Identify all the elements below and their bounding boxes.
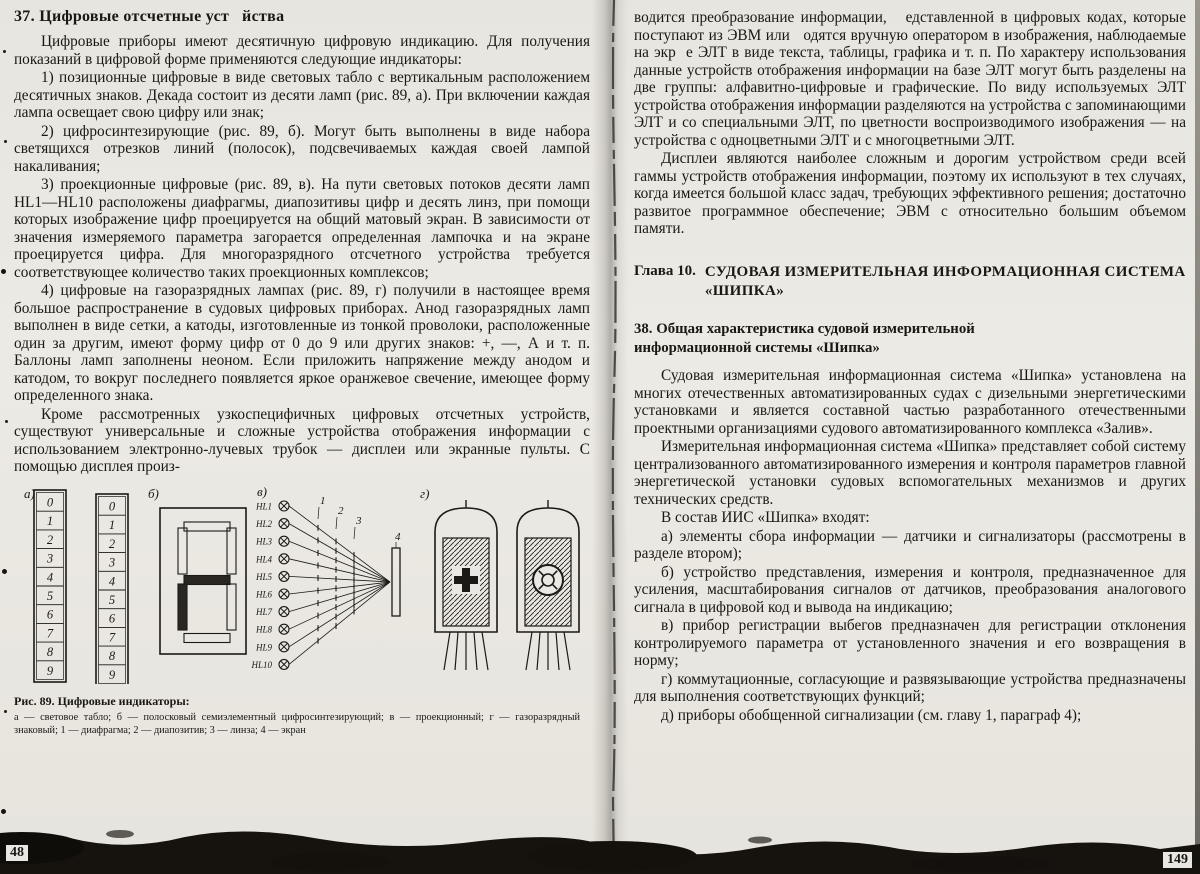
tablo-digit: 1 xyxy=(46,513,54,528)
lamp-label: HL3 xyxy=(255,536,272,547)
figure-caption-detail: а — световое табло; б — полосковый семиэлементный цифросинтезирующий; в — проекционный; г — газоразрядный знаковый; 1 — диафрагма; 2 — диапозитив; 3 — линза; 4 — экран xyxy=(14,711,580,737)
lamp-pin xyxy=(455,632,458,670)
tablo-digit: 4 xyxy=(46,569,54,584)
element-number: 3 xyxy=(356,514,362,527)
chapter-title: СУДОВАЯ ИЗМЕРИТЕЛЬНАЯ ИНФОРМАЦИОННАЯ СИСТЕМА «ШИПКА» xyxy=(704,263,1186,299)
chapter-heading xyxy=(634,263,1186,301)
right-page-text xyxy=(634,367,1186,724)
tablo-digit: 5 xyxy=(46,588,54,603)
lamp-pin xyxy=(564,632,570,670)
tablo-digit: 4 xyxy=(108,573,116,588)
tablo-digit: 7 xyxy=(108,629,116,644)
tablo-digit: 7 xyxy=(46,625,54,640)
tablo-digit: 1 xyxy=(108,517,116,532)
left-page-text xyxy=(14,33,590,476)
paragraph: г) коммутационные, согласующие и развязывающие устройства предназначены для выполнения соответствующих функций; xyxy=(634,670,1186,706)
figure-part-label: г) xyxy=(420,485,430,501)
figure-part-label: б) xyxy=(148,485,159,501)
segment xyxy=(184,633,230,642)
lamp-pin xyxy=(537,632,540,670)
scan-bottom-edge xyxy=(0,822,1200,874)
element-number: 1 xyxy=(320,494,326,507)
lamp-label: HL7 xyxy=(255,606,272,617)
tablo-digit: 0 xyxy=(46,495,54,509)
paragraph: Измерительная информационная система «Шипка» представляет собой систему централизованного автоматизированного измерения и контроля параметров главной энергетической установки судовых вспомогательных механизмов и других технических средств. xyxy=(634,438,1186,508)
element-number: 4 xyxy=(395,530,401,543)
light-ray xyxy=(289,541,390,582)
tablo-digit: 2 xyxy=(108,536,116,551)
light-ray xyxy=(289,582,390,664)
tablo-digit: 5 xyxy=(108,592,116,607)
paragraph: в) прибор регистрации выбегов предназначен для регистрации отклонения контролируемого параметра от установленного значения и его возвращения в норму; xyxy=(634,617,1186,670)
chapter-label: Глава 10. xyxy=(634,262,696,279)
paragraph: В состав ИИС «Шипка» входят: xyxy=(661,509,870,527)
lamp-label: HL2 xyxy=(255,518,272,529)
tablo-digit: 3 xyxy=(108,555,116,570)
segment xyxy=(227,528,236,574)
digit-cathode-icon xyxy=(533,565,563,595)
paragraph: Кроме рассмотренных узкоспецифичных цифровых отсчетных устройств, существуют универсальные и сложные устройства отображения информации с использованием электронно-лучевых трубок — дисплеи или экранные пульты. С помощью дисплея произ- xyxy=(14,405,590,475)
paragraph: 2) цифросинтезирующие (рис. 89, б). Могут быть выполнены в виде набора светящихся отрезков линий (полосок), подсвечиваемых каждая своей лампой накаливания; xyxy=(14,122,590,175)
paragraph: 4) цифровые на газоразрядных лампах (рис. 89, г) получили в настоящее время большое распространение в судовых цифровых приборах. Анод газоразрядных ламп выполнен в виде сетки, а катоды, изготовленные из тонкой проволоки, расположенные один за другим, имеют форму цифр от 0 до 9 или других знаков: +, —, А и т. п. Баллоны ламп заполнены неоном. Если приложить напряжение между анодом и катодом, то вокруг последнего появляется яркое оранжевое свечение, имеющее форму определенного знака. xyxy=(14,282,590,404)
light-ray xyxy=(289,582,390,647)
figure-part-label: в) xyxy=(257,483,267,499)
page-number-right: 149 xyxy=(1163,852,1192,868)
segment xyxy=(178,584,187,630)
screen-bar xyxy=(392,548,400,616)
right-page xyxy=(612,0,1200,874)
paragraph: Дисплеи являются наиболее сложным и дорогим устройством среди всей гаммы устройств отображения информации, поэтому их используют в тех случаях, когда имеется большой класс задач, требующих эффективного решения; достаточно развитое программное обеспечение; ЭВМ с относительно большим объемом памяти. xyxy=(634,150,1186,237)
element-number: 2 xyxy=(338,504,344,517)
paragraph: а) элементы сбора информации — датчики и сигнализаторы (рассмотрены в разделе втором); xyxy=(634,527,1186,563)
tablo-digit: 3 xyxy=(46,551,54,566)
lamp-pin xyxy=(444,632,450,670)
tablo-digit: 8 xyxy=(108,648,116,663)
tablo-digit: 9 xyxy=(108,667,116,682)
light-ray xyxy=(289,576,390,582)
segment xyxy=(184,575,230,584)
light-ray xyxy=(289,582,390,594)
figure-caption-title: Рис. 89. Цифровые индикаторы: xyxy=(14,693,190,708)
light-ray xyxy=(289,582,390,612)
gas-discharge-lamp xyxy=(435,500,497,670)
segment xyxy=(178,528,187,574)
paragraph: д) приборы обобщенной сигнализации (см. главу 1, параграф 4); xyxy=(661,706,1082,724)
lamp-pin xyxy=(556,632,559,670)
lamp-label: HL10 xyxy=(251,659,272,670)
section-heading-37: 37. Цифровые отсчетные уст йства xyxy=(14,8,285,25)
lamp-pin xyxy=(482,632,488,670)
tablo-digit: 0 xyxy=(108,499,116,513)
lamp-label: HL1 xyxy=(255,501,272,511)
lamp-label: HL8 xyxy=(255,624,272,635)
paragraph: Цифровые приборы имеют десятичную цифровую индикацию. Для получения показаний в цифровой форме применяются следующие индикаторы: xyxy=(14,33,590,68)
tablo-digit: 2 xyxy=(46,532,54,547)
gas-discharge-lamp xyxy=(517,500,579,670)
light-ray xyxy=(289,582,390,629)
binding-gutter-line xyxy=(598,0,628,874)
lamp-pin xyxy=(474,632,477,670)
paragraph: 1) позиционные цифровые в виде световых табло с вертикальным расположением десятичных знаков. Декада состоит из десяти ламп (рис. 89, а). При включении каждая лампа освещает свою цифру или знак; xyxy=(14,69,590,121)
scan-right-edge xyxy=(1195,0,1200,874)
lamp-label: HL6 xyxy=(255,589,272,599)
tablo-digit: 9 xyxy=(46,663,54,678)
light-ray xyxy=(289,523,390,581)
segment xyxy=(227,584,236,630)
paragraph: 3) проекционные цифровые (рис. 89, в). На пути световых потоков десяти ламп HL1—HL10 расположены диафрагмы, диапозитивы цифр и десять линз, при помощи которых изображение цифр проецируется на общий матовый экран. В зависимости от значения измеряемого параметра загорается определенная лампочка и на экране проецируется цифра. Для многоразрядного отсчетного устройства требуется соответствующее количество таких проекционных комплексов; xyxy=(14,176,590,281)
lamp-label: HL5 xyxy=(255,571,272,582)
paragraph: водится преобразование информации, едставленной в цифровых кодах, которые поступают из ЭВМ или одятся вручную оператором в изображения, наблюдаемые на экр е ЭЛТ в виде текста, таблицы, графика и т. п. По характеру использования данные устройств отображения информации на базе ЭЛТ могут быть разделены на две группы: алфавитно-цифровые и графические. По виду используемых ЭЛТ устройства отображения информации разделяются на устройства с запоминающими ЭЛТ и со специальными ЭЛТ, по цветности воспроизводимого изображения — на устройства с одноцветными ЭЛТ и с многоцветными ЭЛТ. xyxy=(634,9,1186,149)
figure-89-drawing xyxy=(14,482,592,684)
lamp-label: HL4 xyxy=(255,553,272,564)
figure-89 xyxy=(14,482,590,738)
section-heading-38: 38. Общая характеристика судовой измерительной информационной системы «Шипка» xyxy=(634,320,975,357)
figure-part-label: а) xyxy=(24,485,35,501)
lamp-pin xyxy=(526,632,532,670)
lamp-label: HL9 xyxy=(255,641,272,652)
tablo-digit: 6 xyxy=(108,611,116,626)
paragraph: Судовая измерительная информационная система «Шипка» установлена на многих отечественных автоматизированных судах с дизельными энергетическими установками и является составной частью разработанного отечественными проектными организациями судового автоматизированного комплекса «Залив». xyxy=(634,367,1186,437)
page-number-left: 48 xyxy=(6,845,28,861)
segment xyxy=(184,522,230,531)
tablo-digit: 8 xyxy=(46,644,54,659)
scan-speckles xyxy=(3,50,6,53)
right-page-intro-text xyxy=(634,9,1186,238)
tablo-digit: 6 xyxy=(46,607,54,622)
paragraph: б) устройство представления, измерения и контроля, предназначенное для усиления, масштабирования сигналов от датчиков, преобразования аналогового сигнала в цифровой код и вывода на индикацию; xyxy=(634,563,1186,616)
